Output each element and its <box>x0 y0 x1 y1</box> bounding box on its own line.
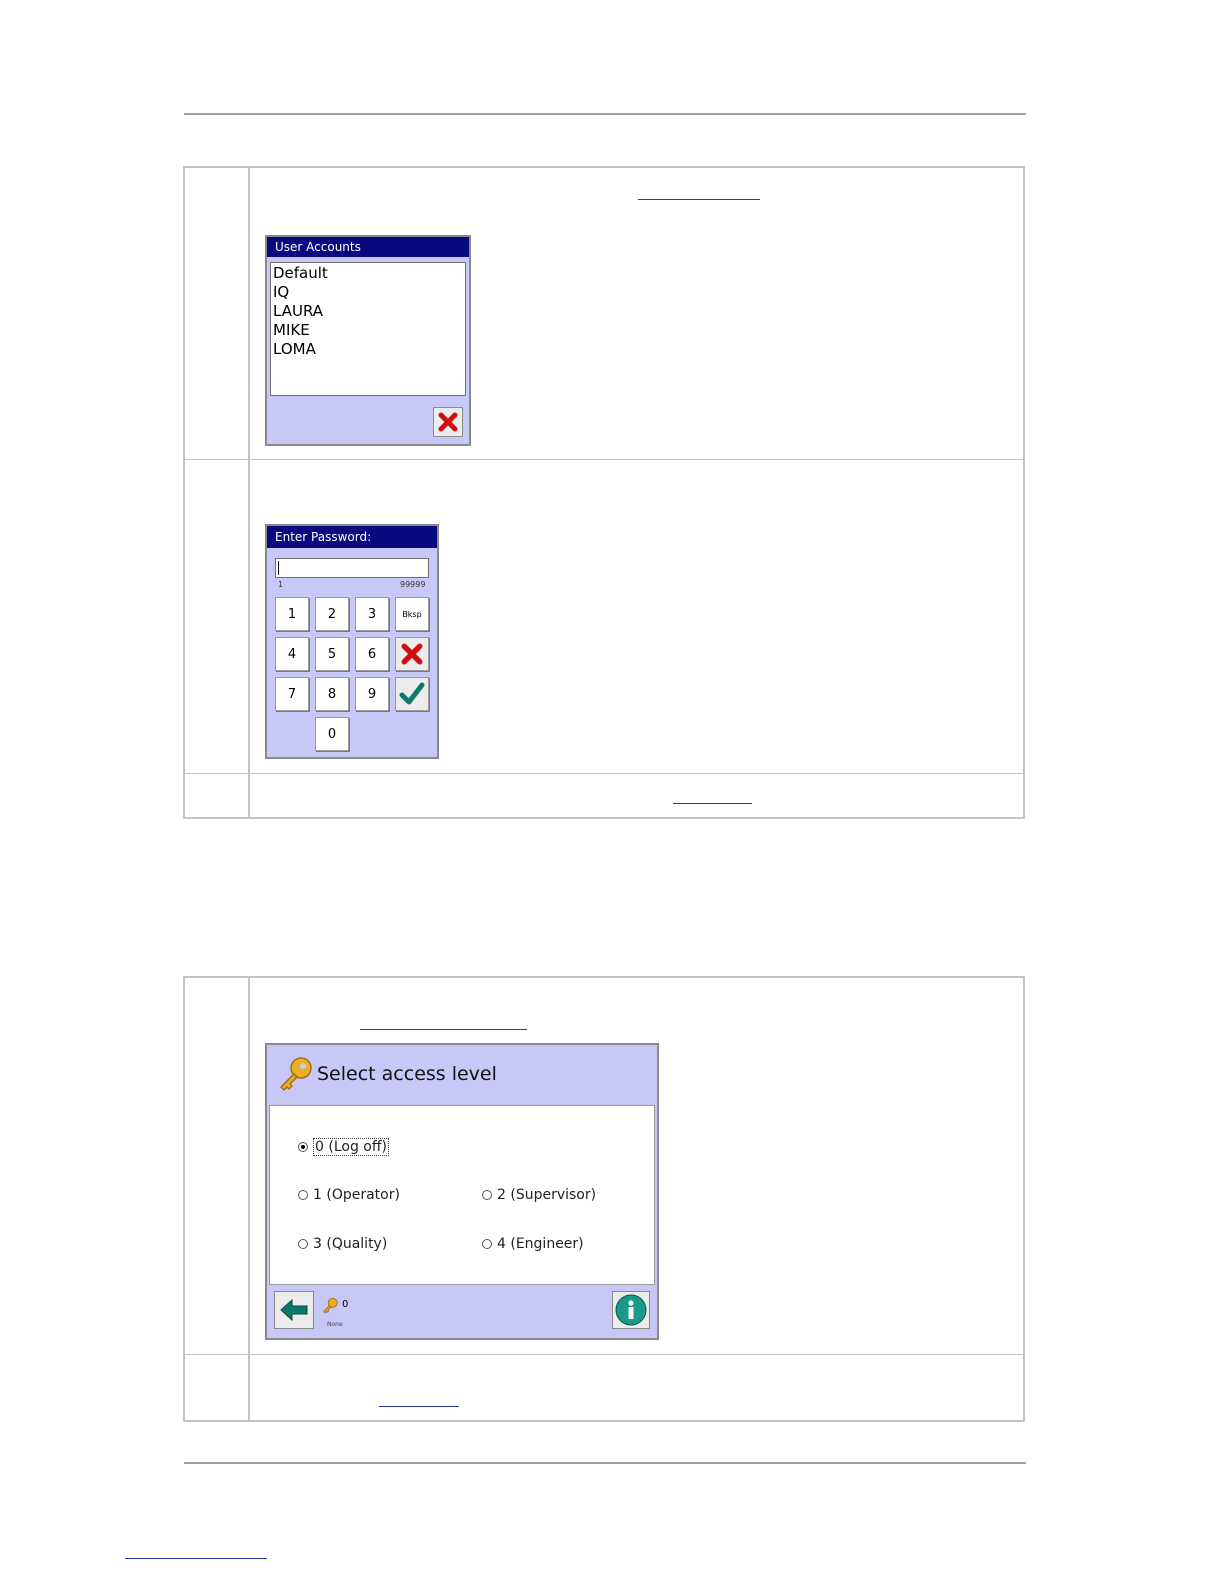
footer-rule <box>184 1462 1026 1464</box>
text-caret <box>278 561 279 575</box>
current-access-level-name: None <box>327 1321 343 1328</box>
user-list-item[interactable]: Default <box>273 264 328 282</box>
step-number-cell <box>185 460 250 773</box>
step-row <box>185 1355 1023 1420</box>
access-option-4[interactable] <box>482 1236 584 1252</box>
dialog-title: Enter Password: <box>267 526 437 548</box>
key-2[interactable]: 2 <box>315 597 349 631</box>
user-list-item[interactable]: IQ <box>273 283 290 301</box>
dialog-header <box>267 1045 657 1105</box>
access-level-dialog <box>265 1043 659 1340</box>
step-number-cell <box>185 168 250 459</box>
user-accounts-dialog <box>265 235 471 446</box>
password-input[interactable] <box>275 558 429 578</box>
checkmark-icon <box>399 681 425 707</box>
footer-link[interactable] <box>125 1558 267 1559</box>
user-list-item[interactable]: LOMA <box>273 340 316 358</box>
radio-button[interactable] <box>482 1239 492 1249</box>
dialog-footer <box>267 1285 657 1338</box>
key-6[interactable]: 6 <box>355 637 389 671</box>
option-label: 0 (Log off) <box>315 1139 387 1155</box>
user-list-item[interactable]: MIKE <box>273 321 310 339</box>
option-label: 4 (Engineer) <box>497 1236 584 1252</box>
access-options-panel <box>269 1105 655 1285</box>
key-3[interactable]: 3 <box>355 597 389 631</box>
key-7[interactable]: 7 <box>275 677 309 711</box>
option-label: 2 (Supervisor) <box>497 1187 597 1203</box>
cancel-button[interactable] <box>433 407 463 437</box>
cross-reference-link[interactable] <box>673 803 752 804</box>
key-1[interactable]: 1 <box>275 597 309 631</box>
access-option-0[interactable] <box>298 1138 389 1156</box>
access-option-3[interactable] <box>298 1236 387 1252</box>
info-icon <box>615 1294 647 1326</box>
radio-button[interactable] <box>482 1190 492 1200</box>
radio-button[interactable] <box>298 1190 308 1200</box>
dialog-title: Select access level <box>317 1063 497 1085</box>
info-button[interactable] <box>612 1291 650 1329</box>
password-keypad-dialog <box>265 524 439 759</box>
user-list[interactable] <box>270 262 466 396</box>
key-icon <box>275 1055 315 1095</box>
step-number-cell <box>185 774 250 817</box>
back-arrow-icon <box>279 1298 309 1322</box>
close-icon <box>438 412 458 432</box>
range-max: 99999 <box>400 580 426 589</box>
small-key-icon <box>321 1297 339 1315</box>
backspace-key[interactable]: Bksp <box>395 597 429 631</box>
radio-button[interactable] <box>298 1142 308 1152</box>
key-4[interactable]: 4 <box>275 637 309 671</box>
close-icon <box>401 643 423 665</box>
back-button[interactable] <box>274 1291 314 1329</box>
option-label: 1 (Operator) <box>313 1187 400 1203</box>
cross-reference-link[interactable] <box>638 199 760 200</box>
step-number-cell <box>185 978 250 1354</box>
step-number-cell <box>185 1355 250 1420</box>
key-0[interactable]: 0 <box>315 717 349 751</box>
access-option-1[interactable] <box>298 1187 400 1203</box>
radio-button[interactable] <box>298 1239 308 1249</box>
access-option-2[interactable] <box>482 1187 596 1203</box>
key-5[interactable]: 5 <box>315 637 349 671</box>
user-list-item[interactable]: LAURA <box>273 302 324 320</box>
dialog-title: User Accounts <box>267 237 469 257</box>
cross-reference-link[interactable] <box>360 1029 527 1030</box>
confirm-key[interactable] <box>395 677 429 711</box>
step-row <box>185 774 1023 817</box>
current-access-level: 0 <box>342 1299 349 1310</box>
range-min: 1 <box>278 580 284 589</box>
key-8[interactable]: 8 <box>315 677 349 711</box>
key-9[interactable]: 9 <box>355 677 389 711</box>
cross-reference-link[interactable] <box>379 1406 459 1407</box>
header-rule <box>184 113 1026 115</box>
option-label: 3 (Quality) <box>313 1236 388 1252</box>
cancel-key[interactable] <box>395 637 429 671</box>
